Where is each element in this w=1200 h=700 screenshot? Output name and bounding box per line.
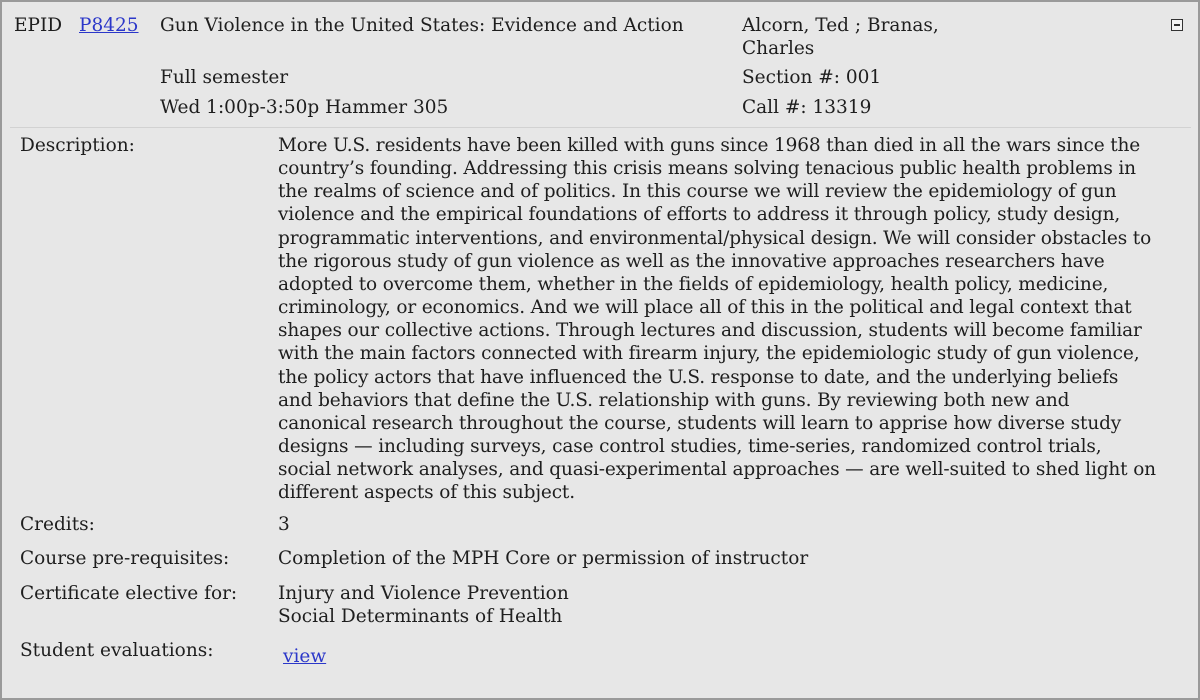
- evaluations-view-link[interactable]: view: [283, 646, 327, 667]
- certificate-item: Injury and Violence Prevention: [278, 583, 569, 604]
- certificate-label: Certificate elective for:: [20, 583, 238, 604]
- credits-label: Credits:: [20, 514, 95, 535]
- course-schedule: Wed 1:00p-3:50p Hammer 305: [160, 97, 449, 118]
- credits-value: 3: [278, 514, 290, 535]
- evaluations-label: Student evaluations:: [20, 640, 214, 661]
- certificate-list: [278, 583, 569, 628]
- minus-box-icon[interactable]: [1171, 19, 1183, 31]
- description-label: Description:: [20, 135, 135, 156]
- section-number: Section #: 001: [742, 67, 882, 88]
- prerequisites-value: Completion of the MPH Core or permission of instructor: [278, 548, 809, 569]
- description-text: More U.S. residents have been killed with guns since 1968 than died in all the wars since the country’s founding. Addressing this crisis means solving tenacious public health problems in the realms of science and of politics. In this course we will review the epidemiology of gun violence and the empirical foundations of efforts to address it through policy, study design, programmatic interventions, and environmental/physical design. We will consider obstacles to the rigorous study of gun violence as well as the innovative approaches researchers have adopted to overcome them, whether in the fields of epidemiology, health policy, medicine, criminology, or economics. And we will place all of this in the political and legal context that shapes our collective actions. Through lectures and discussion, students will become familiar with the main factors connected with firearm injury, the epidemiologic study of gun violence, the policy actors that have influenced the U.S. response to date, and the underlying beliefs and behaviors that define the U.S. relationship with guns. By reviewing both new and canonical research throughout the course, students will learn to apprise how diverse study designs — including surveys, case control studies, time-series, randomized control trials, social network analyses, and quasi-experimental approaches — are well-suited to shed light on different aspects of this subject.: [278, 135, 1156, 504]
- prerequisites-label: Course pre-requisites:: [20, 548, 230, 569]
- department-code: EPID: [14, 15, 63, 36]
- call-number: Call #: 13319: [742, 97, 872, 118]
- instructors-line-1: Alcorn, Ted ; Branas,: [742, 15, 939, 36]
- instructors: [742, 15, 939, 60]
- certificate-item: Social Determinants of Health: [278, 605, 563, 627]
- instructors-line-2: Charles: [742, 37, 815, 59]
- course-term: Full semester: [160, 67, 289, 88]
- course-id-link[interactable]: P8425: [79, 15, 139, 36]
- header-divider: [10, 127, 1191, 128]
- course-title: Gun Violence in the United States: Evidence and Action: [160, 15, 684, 36]
